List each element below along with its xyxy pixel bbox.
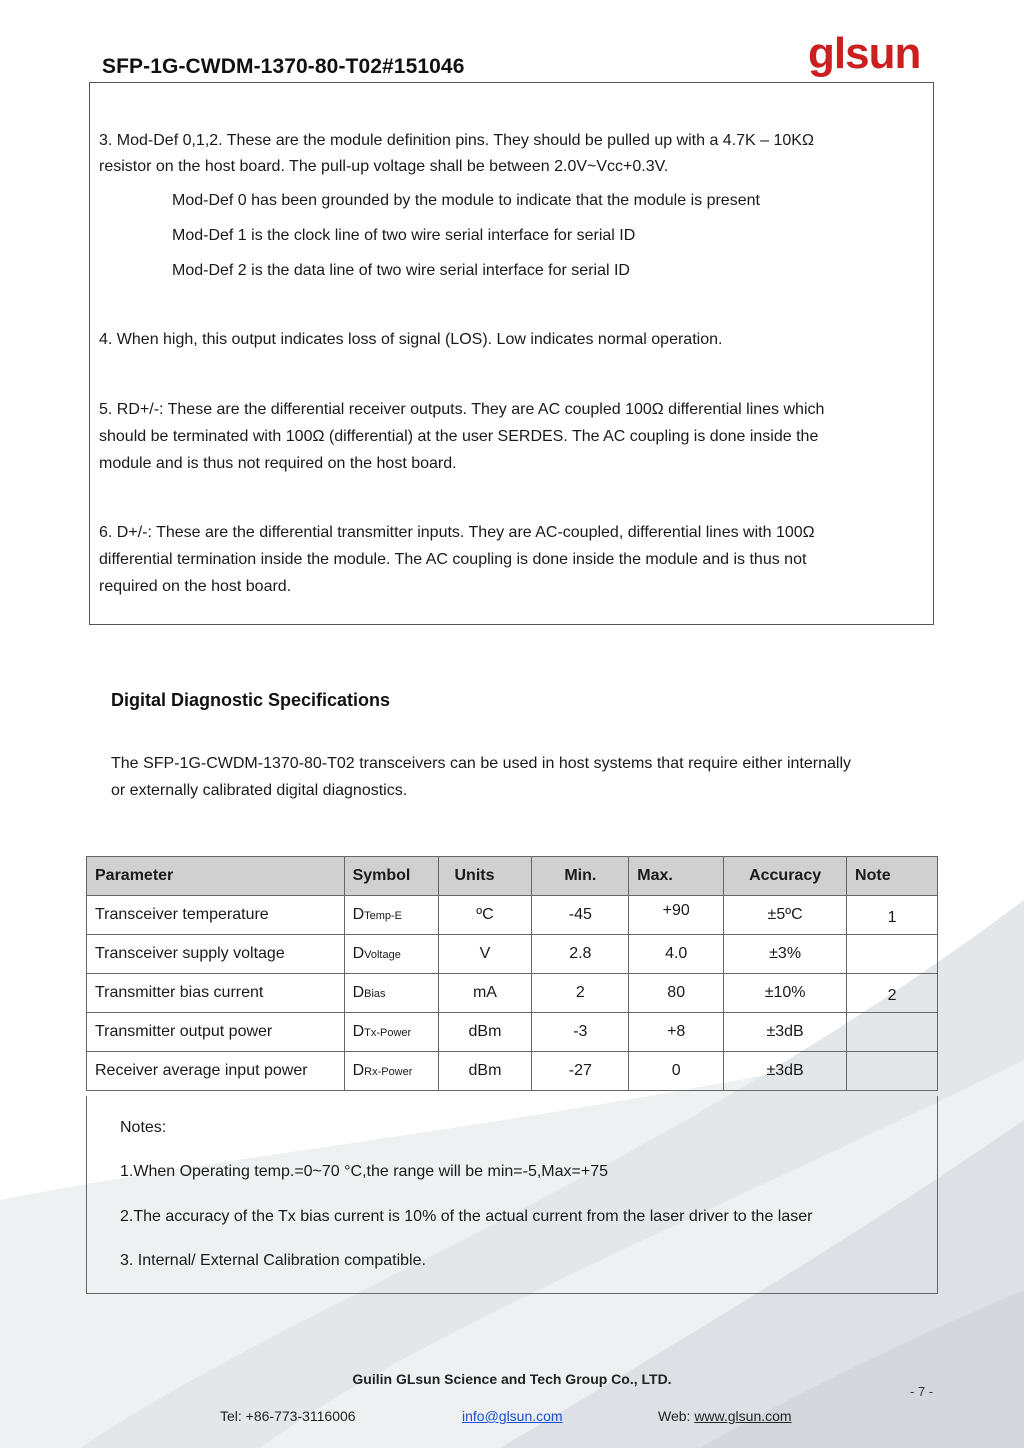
pin-notes-box [89, 82, 934, 625]
note-3-line-2: resistor on the host board. The pull-up voltage shall be between 2.0V~Vcc+0.3V. [99, 158, 669, 175]
glsun-logo [806, 30, 936, 80]
moddef-1-text: Mod-Def 1 is the clock line of two wire serial interface for serial ID [172, 227, 636, 244]
symbol-main: D [352, 984, 365, 1001]
symbol-subscript: Bias [364, 988, 386, 1000]
cell-note: 2 [847, 974, 938, 1013]
section-intro: The SFP-1G-CWDM-1370-80-T02 transceivers can be used in host systems that require either internally or externally calibrated digital diagnostics. [111, 755, 851, 799]
table-header-row [87, 857, 938, 896]
cell-parameter: Transmitter bias current [87, 974, 345, 1013]
cell-parameter: Receiver average input power [87, 1052, 345, 1091]
footer-web-link[interactable]: www.glsun.com [694, 1408, 792, 1424]
symbol-main: D [352, 1023, 365, 1040]
header-max: Max. [629, 857, 724, 896]
note-6-line-3: required on the host board. [99, 578, 292, 595]
table-row [87, 1052, 938, 1091]
table-row [87, 1013, 938, 1052]
section-heading: Digital Diagnostic Specifications [111, 690, 391, 710]
table-note-3: 3. Internal/ External Calibration compatible. [120, 1252, 426, 1269]
cell-accuracy: ±3% [724, 935, 847, 974]
note-6-line-2: differential termination inside the module. The AC coupling is done inside the module and is thus not [99, 551, 807, 568]
cell-symbol [344, 1052, 438, 1091]
cell-max: 80 [629, 974, 724, 1013]
cell-note [847, 1052, 938, 1091]
document-title: SFP-1G-CWDM-1370-80-T02#151046 [102, 55, 465, 78]
cell-max: 0 [629, 1052, 724, 1091]
cell-max: +90 [629, 896, 724, 935]
footer-email-link[interactable]: info@glsun.com [462, 1408, 563, 1424]
cell-symbol [344, 1013, 438, 1052]
table-row [87, 896, 938, 935]
table-note-1: 1.When Operating temp.=0~70 °C,the range will be min=-5,Max=+75 [120, 1163, 609, 1180]
cell-accuracy: ±3dB [724, 1013, 847, 1052]
symbol-main: D [352, 1062, 365, 1079]
table-note-2: 2.The accuracy of the Tx bias current is 10% of the actual current from the laser driver to the laser [120, 1208, 813, 1225]
moddef-2-text: Mod-Def 2 is the data line of two wire serial interface for serial ID [172, 262, 630, 279]
note-5-line-3: module and is thus not required on the host board. [99, 455, 457, 472]
table-row [87, 974, 938, 1013]
cell-min: -3 [532, 1013, 629, 1052]
footer-company: Guilin GLsun Science and Tech Group Co., LTD. [352, 1371, 672, 1387]
svg-text:glsun: glsun [808, 30, 921, 78]
cell-parameter: Transceiver temperature [87, 896, 345, 935]
note-4-text: 4. When high, this output indicates loss of signal (LOS). Low indicates normal operation. [99, 331, 723, 348]
symbol-subscript: Tx-Power [364, 1027, 412, 1039]
cell-units: mA [438, 974, 532, 1013]
cell-accuracy: ±3dB [724, 1052, 847, 1091]
symbol-subscript: Rx-Power [364, 1066, 413, 1078]
cell-parameter: Transceiver supply voltage [87, 935, 345, 974]
cell-units: dBm [438, 1013, 532, 1052]
cell-accuracy: ±5ºC [724, 896, 847, 935]
cell-units: V [438, 935, 532, 974]
cell-units: ºC [438, 896, 532, 935]
cell-min: 2 [532, 974, 629, 1013]
cell-note: 1 [847, 896, 938, 935]
cell-accuracy: ±10% [724, 974, 847, 1013]
footer-web [658, 1408, 792, 1424]
header-symbol: Symbol [344, 857, 438, 896]
cell-parameter: Transmitter output power [87, 1013, 345, 1052]
note-3-line-1: 3. Mod-Def 0,1,2. These are the module definition pins. They should be pulled up with a 4.7K – 10KΩ [99, 132, 814, 149]
note-5-line-2: should be terminated with 100Ω (differential) at the user SERDES. The AC coupling is done inside the [99, 428, 819, 445]
cell-min: -27 [532, 1052, 629, 1091]
cell-units: dBm [438, 1052, 532, 1091]
header-min: Min. [532, 857, 629, 896]
symbol-main: D [352, 945, 365, 962]
footer-web-label: Web: [658, 1408, 695, 1424]
cell-symbol [344, 974, 438, 1013]
header-note: Note [847, 857, 938, 896]
page-number: - 7 - [910, 1384, 934, 1399]
diagnostic-spec-table [86, 856, 938, 1091]
table-row [87, 935, 938, 974]
cell-min: -45 [532, 896, 629, 935]
symbol-main: D [352, 906, 365, 923]
cell-note [847, 1013, 938, 1052]
note-6-line-1: 6. D+/-: These are the differential transmitter inputs. They are AC-coupled, differential lines with 100Ω [99, 524, 815, 541]
moddef-0-text: Mod-Def 0 has been grounded by the module to indicate that the module is present [172, 192, 760, 209]
cell-max: 4.0 [629, 935, 724, 974]
footer-phone: Tel: +86-773-3116006 [220, 1408, 356, 1424]
cell-min: 2.8 [532, 935, 629, 974]
symbol-subscript: Voltage [364, 949, 401, 961]
cell-note [847, 935, 938, 974]
cell-symbol [344, 935, 438, 974]
table-notes-box [86, 1096, 938, 1294]
symbol-subscript: Temp-E [364, 910, 403, 922]
header-parameter: Parameter [87, 857, 345, 896]
header-units: Units [438, 857, 532, 896]
cell-max: +8 [629, 1013, 724, 1052]
notes-label: Notes: [120, 1119, 167, 1136]
note-5-line-1: 5. RD+/-: These are the differential receiver outputs. They are AC coupled 100Ω differential lines which [99, 401, 825, 418]
header-accuracy: Accuracy [724, 857, 847, 896]
cell-symbol [344, 896, 438, 935]
